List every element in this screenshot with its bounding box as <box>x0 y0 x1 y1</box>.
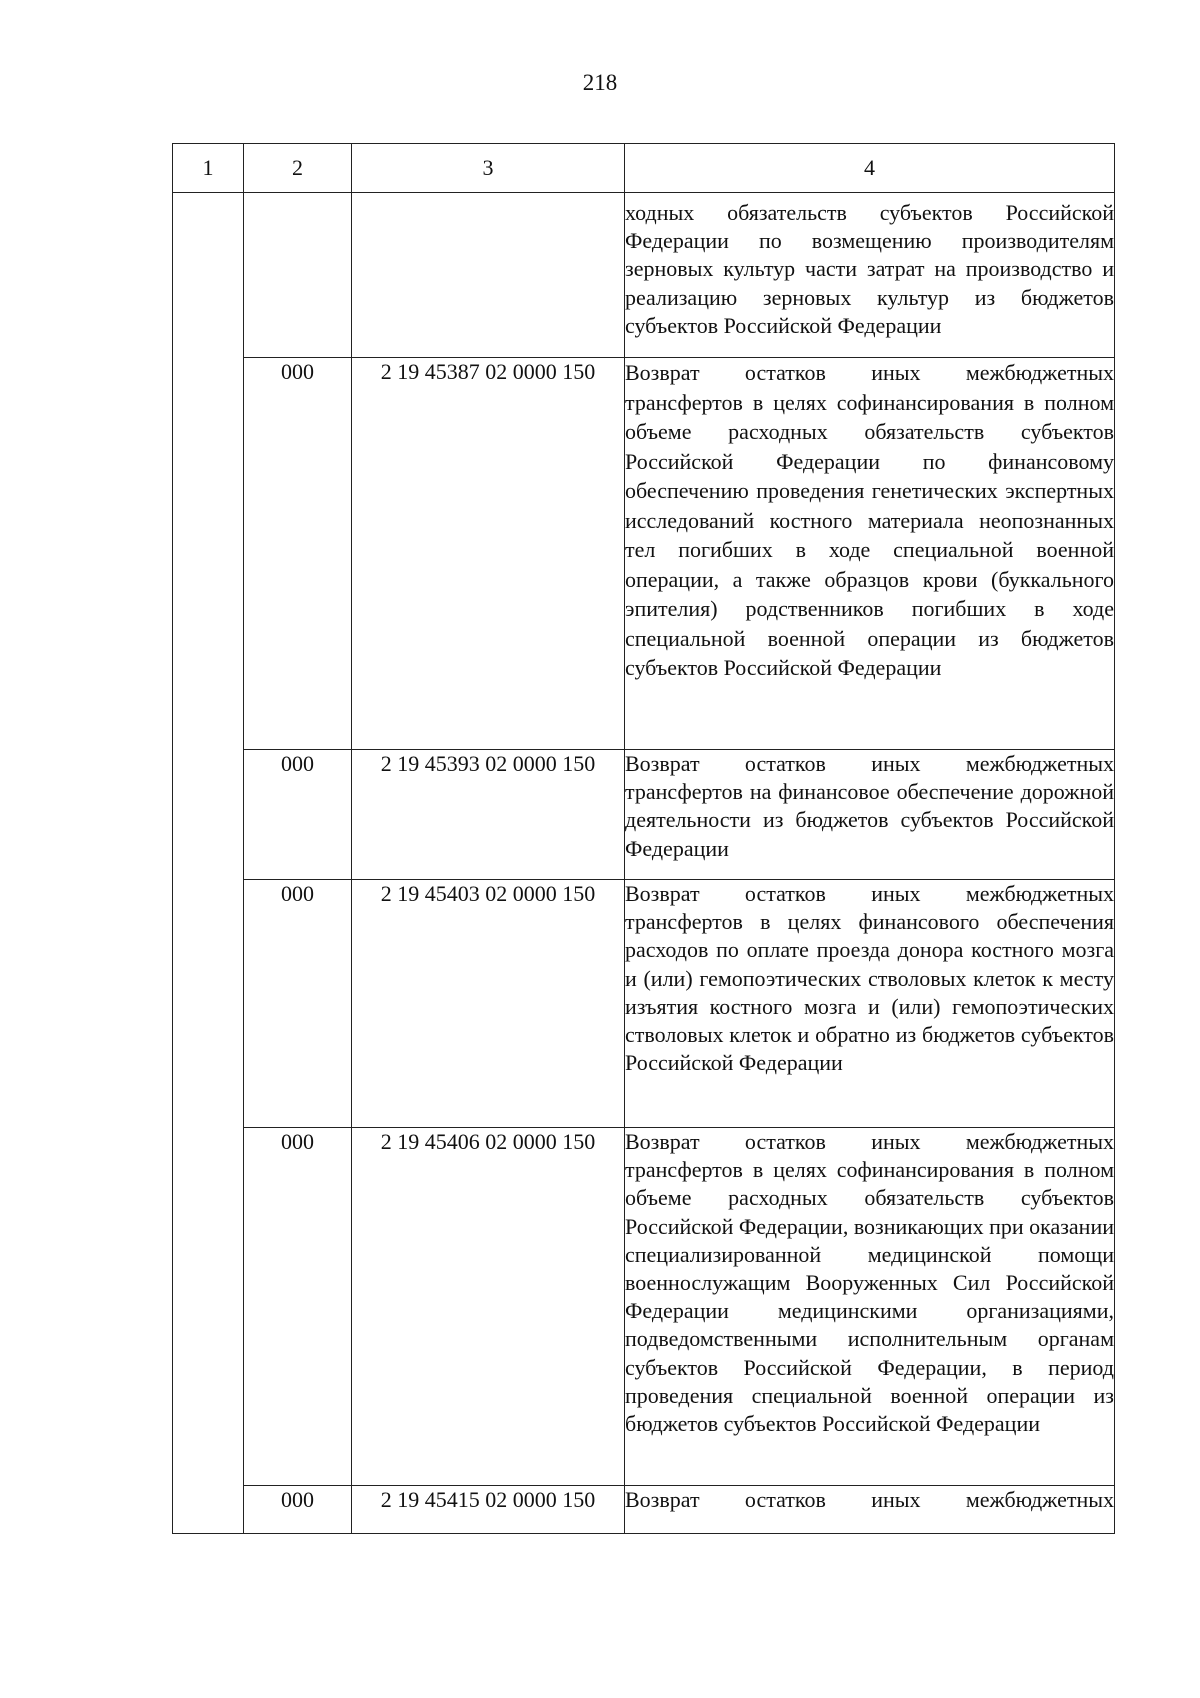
row-description: Возврат остатков иных межбюджетных <box>625 1486 1115 1534</box>
header-row <box>173 144 1115 193</box>
empty-cell <box>352 193 625 358</box>
continued-description: ходных обязательств субъектов Российской Федерации по возмещению производителям зерновых культур части затрат на производство и реализацию зерновых культур из бюджетов субъектов Российской Федерации <box>625 193 1115 358</box>
budget-codes-table <box>172 143 1115 1534</box>
header-col-4: 4 <box>625 144 1115 193</box>
header-col-3: 3 <box>352 144 625 193</box>
table-row <box>173 750 1115 880</box>
admin-code: 000 <box>244 358 352 750</box>
budget-classification-code: 2 19 45415 02 0000 150 <box>352 1486 625 1534</box>
admin-code: 000 <box>244 880 352 1128</box>
page-number: 218 <box>582 70 618 95</box>
table-row-continued <box>173 193 1115 358</box>
table-row <box>173 1486 1115 1534</box>
budget-classification-code: 2 19 45393 02 0000 150 <box>352 750 625 880</box>
table-row <box>173 358 1115 750</box>
table-row <box>173 1128 1115 1486</box>
budget-classification-code: 2 19 45403 02 0000 150 <box>352 880 625 1128</box>
row-description: Возврат остатков иных межбюджетных трансфертов в целях софинансирования в полном объеме расходных обязательств субъектов Российской Федерации, возникающих при оказании специализированной медицинской помощи военнослужащим Вооруженных Сил Российской Федерации медицинскими организациями, подведомственными исполнительным органам субъектов Российской Федерации, в период проведения специальной военной операции из бюджетов субъектов Российской Федерации <box>625 1128 1115 1486</box>
row-description: Возврат остатков иных межбюджетных трансфертов в целях финансового обеспечения расходов по оплате проезда донора костного мозга и (или) гемопоэтических стволовых клеток к месту изъятия костного мозга и (или) гемопоэтических стволовых клеток и обратно из бюджетов субъектов Российской Федерации <box>625 880 1115 1128</box>
admin-code: 000 <box>244 750 352 880</box>
admin-code: 000 <box>244 1486 352 1534</box>
table-row <box>173 880 1115 1128</box>
budget-classification-code: 2 19 45387 02 0000 150 <box>352 358 625 750</box>
header-col-2: 2 <box>244 144 352 193</box>
admin-code: 000 <box>244 1128 352 1486</box>
row-description: Возврат остатков иных межбюджетных трансфертов в целях софинансирования в полном объеме расходных обязательств субъектов Российской Федерации по финансовому обеспечению проведения генетических экспертных исследований костного материала неопознанных тел погибших в ходе специальной военной операции, а также образцов крови (буккального эпителия) родственников погибших в ходе специальной военной операции из бюджетов субъектов Российской Федерации <box>625 358 1115 750</box>
empty-cell <box>244 193 352 358</box>
budget-classification-code: 2 19 45406 02 0000 150 <box>352 1128 625 1486</box>
col1-merged-cell <box>173 193 244 1534</box>
row-description: Возврат остатков иных межбюджетных трансфертов на финансовое обеспечение дорожной деятельности из бюджетов субъектов Российской Федерации <box>625 750 1115 880</box>
header-col-1: 1 <box>173 144 244 193</box>
